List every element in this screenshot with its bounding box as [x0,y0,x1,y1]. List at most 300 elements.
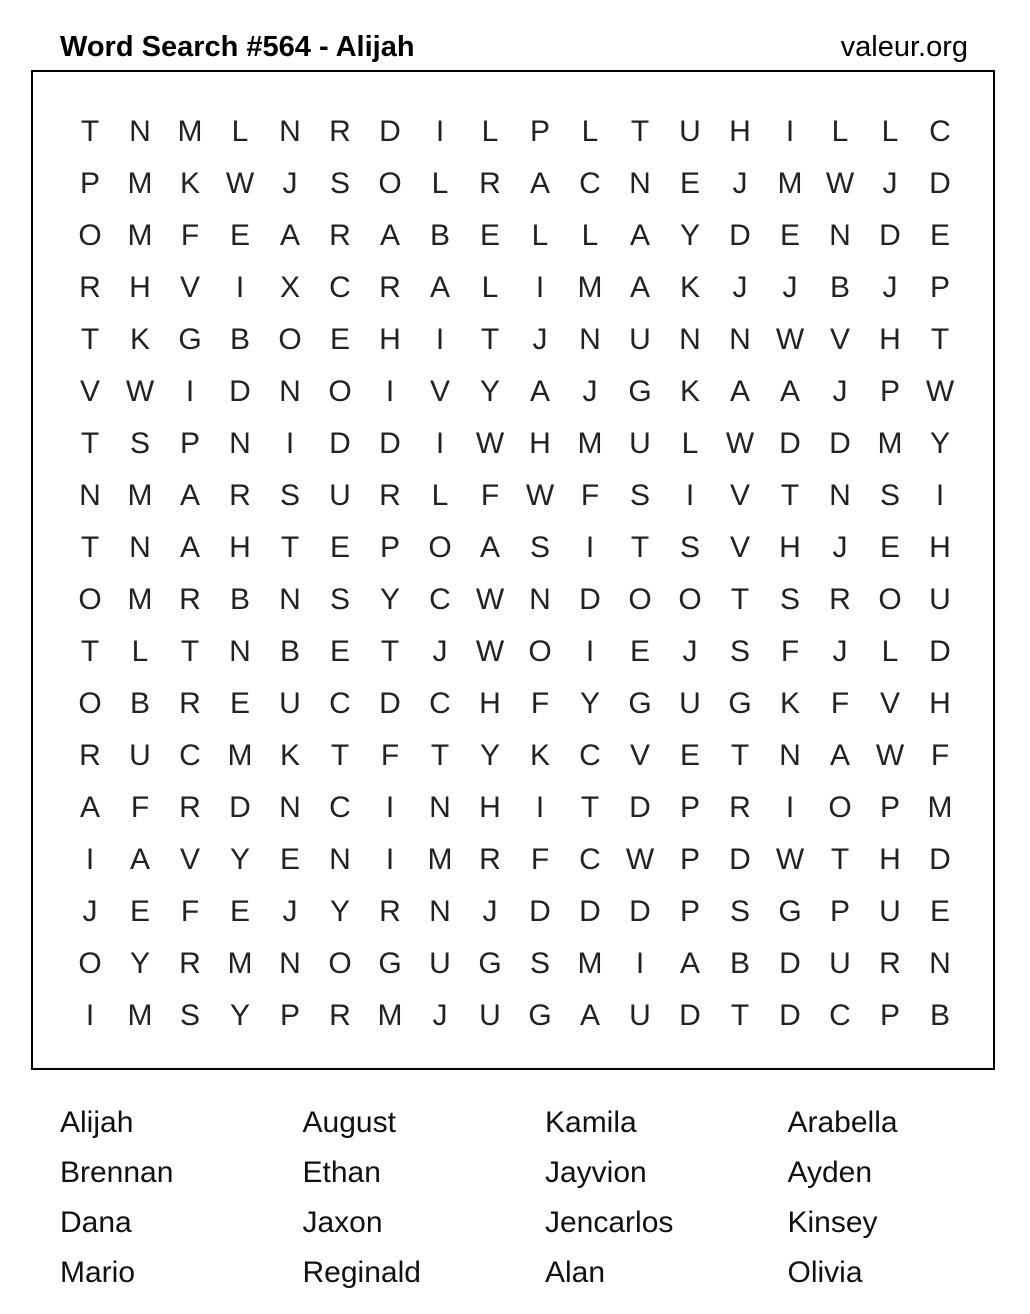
grid-letter: H [929,531,951,564]
grid-letter: S [729,635,750,668]
grid-letter: N [629,167,651,200]
grid-letter: J [882,271,898,304]
grid-letter: I [785,791,795,824]
grid-letter: J [832,375,848,408]
grid-letter: M [177,115,203,148]
grid-letter: R [79,739,101,772]
grid-letter: D [229,375,251,408]
grid-letter: O [678,583,702,616]
grid-letter: U [429,947,451,980]
grid-letter: N [279,375,301,408]
grid-letter: V [179,843,200,876]
grid-letter: Y [229,843,250,876]
grid-letter: J [832,531,848,564]
grid-letter: R [179,583,201,616]
grid-letter: E [929,219,950,252]
grid-letter: N [829,479,851,512]
grid-letter: D [579,895,601,928]
grid-letter: B [429,219,450,252]
grid-letter: M [777,167,803,200]
word-list-item: Kamila [545,1106,637,1139]
grid-letter: W [875,739,905,772]
grid-letter: C [429,583,451,616]
grid-letter: P [679,843,700,876]
grid-letter: A [79,791,100,824]
grid-letter: O [378,167,402,200]
grid-letter: G [378,947,402,980]
grid-letter: S [629,479,650,512]
grid-letter: Y [329,895,350,928]
grid-letter: A [279,219,300,252]
grid-letter: L [831,115,849,148]
grid-letter: D [929,635,951,668]
grid-letter: W [625,843,655,876]
grid-letter: I [685,479,695,512]
grid-letter: S [329,583,350,616]
grid-letter: R [179,947,201,980]
grid-letter: C [329,271,351,304]
grid-letter: O [828,791,852,824]
grid-letter: X [279,271,300,304]
grid-letter: G [478,947,502,980]
grid-letter: N [829,219,851,252]
grid-letter: R [329,999,351,1032]
grid-letter: D [829,427,851,460]
word-list-item: Brennan [60,1156,174,1189]
grid-letter: W [825,167,855,200]
grid-letter: E [629,635,650,668]
grid-letter: C [579,739,601,772]
grid-letter: A [679,947,700,980]
grid-letter: A [179,479,200,512]
grid-letter: P [879,999,900,1032]
grid-letter: J [432,635,448,668]
grid-letter: L [431,167,449,200]
grid-letter: I [535,271,545,304]
grid-letter: R [479,843,501,876]
grid-letter: U [679,687,701,720]
grid-letter: T [180,635,200,668]
grid-letter: A [429,271,450,304]
grid-letter: A [629,271,650,304]
word-list-item: Alijah [60,1106,134,1139]
grid-letter: S [279,479,300,512]
grid-letter: D [379,115,401,148]
grid-letter: C [429,687,451,720]
grid-letter: W [125,375,155,408]
grid-letter: R [229,479,251,512]
grid-letter: L [681,427,699,460]
grid-letter: J [782,271,798,304]
grid-letter: E [129,895,150,928]
grid-letter: B [229,583,250,616]
grid-letter: S [529,531,550,564]
grid-letter: G [728,687,752,720]
grid-letter: P [879,791,900,824]
grid-letter: W [475,427,505,460]
grid-letter: U [629,999,651,1032]
grid-letter: T [80,635,100,668]
grid-letter: D [579,583,601,616]
grid-letter: Y [479,375,500,408]
grid-letter: T [930,323,950,356]
grid-letter: R [179,687,201,720]
grid-letter: G [778,895,802,928]
grid-letter: P [79,167,100,200]
grid-letter: H [479,791,501,824]
grid-letter: P [179,427,200,460]
grid-letter: S [879,479,900,512]
grid-letter: N [579,323,601,356]
grid-letter: A [579,999,600,1032]
grid-letter: W [925,375,955,408]
grid-letter: Y [479,739,500,772]
grid-letter: K [129,323,150,356]
grid-letter: K [279,739,300,772]
grid-letter: H [479,687,501,720]
word-list-item: Olivia [787,1256,863,1289]
grid-letter: D [229,791,251,824]
grid-letter: C [329,791,351,824]
grid-letter: P [279,999,300,1032]
grid-letter: N [229,635,251,668]
grid-letter: W [225,167,255,200]
grid-letter: T [630,115,650,148]
word-list-item: Jaxon [302,1206,383,1239]
grid-letter: C [829,999,851,1032]
grid-letter: D [379,687,401,720]
word-list-item: Arabella [787,1106,898,1139]
grid-letter: O [878,583,902,616]
grid-letter: A [629,219,650,252]
grid-letter: H [229,531,251,564]
grid-letter: H [729,115,751,148]
grid-letter: P [929,271,950,304]
grid-letter: A [529,375,550,408]
grid-letter: D [779,427,801,460]
grid-letter: F [930,739,950,772]
grid-letter: S [729,895,750,928]
grid-letter: S [779,583,800,616]
grid-letter: N [279,583,301,616]
grid-letter: M [127,167,153,200]
grid-letter: B [829,271,850,304]
grid-letter: M [427,843,453,876]
grid-letter: F [480,479,500,512]
grid-letter: H [129,271,151,304]
grid-letter: O [78,583,102,616]
grid-letter: F [530,843,550,876]
grid-letter: P [829,895,850,928]
word-list-item: Reginald [302,1256,421,1289]
grid-letter: S [329,167,350,200]
grid-letter: Y [579,687,600,720]
grid-letter: I [585,635,595,668]
grid-letter: F [580,479,600,512]
grid-letter: M [927,791,953,824]
grid-letter: E [779,219,800,252]
grid-letter: U [479,999,501,1032]
grid-letter: R [329,219,351,252]
grid-letter: T [730,739,750,772]
grid-letter: N [129,531,151,564]
grid-letter: S [529,947,550,980]
grid-letter: D [329,427,351,460]
grid-letter: D [629,791,651,824]
grid-letter: I [785,115,795,148]
grid-letter: I [435,323,445,356]
grid-letter: R [729,791,751,824]
grid-letter: A [179,531,200,564]
grid-letter: J [432,999,448,1032]
grid-letter: H [929,687,951,720]
grid-letter: I [285,427,295,460]
grid-letter: M [127,583,153,616]
grid-letter: Y [379,583,400,616]
grid-letter: I [385,791,395,824]
grid-letter: J [282,895,298,928]
grid-letter: I [535,791,545,824]
grid-letter: I [935,479,945,512]
grid-letter: C [579,843,601,876]
grid-letter: K [529,739,550,772]
grid-letter: N [229,427,251,460]
grid-letter: D [929,167,951,200]
grid-letter: G [628,687,652,720]
grid-letter: B [929,999,950,1032]
grid-letter: T [580,791,600,824]
grid-letter: L [881,635,899,668]
grid-letter: L [581,115,599,148]
grid-letter: E [229,895,250,928]
grid-letter: V [429,375,450,408]
grid-letter: M [877,427,903,460]
grid-letter: D [779,947,801,980]
grid-letter: J [732,271,748,304]
grid-letter: W [475,583,505,616]
grid-letter: L [881,115,899,148]
grid-letter: T [730,999,750,1032]
grid-letter: H [529,427,551,460]
grid-letter: R [879,947,901,980]
grid-letter: I [85,999,95,1032]
word-list-item: Jayvion [545,1156,647,1189]
grid-letter: S [129,427,150,460]
grid-letter: I [235,271,245,304]
grid-letter: I [185,375,195,408]
grid-letter: V [879,687,900,720]
grid-letter: J [732,167,748,200]
grid-letter: M [127,479,153,512]
grid-letter: U [629,427,651,460]
word-list-item: Ethan [302,1156,381,1189]
grid-letter: I [635,947,645,980]
grid-letter: I [435,427,445,460]
grid-letter: J [582,375,598,408]
grid-letter: D [729,219,751,252]
grid-letter: A [829,739,850,772]
word-list-item: Alan [545,1256,606,1289]
grid-letter: U [929,583,951,616]
grid-letter: I [385,375,395,408]
grid-letter: N [279,115,301,148]
grid-letter: U [829,947,851,980]
grid-letter: T [80,531,100,564]
grid-letter: M [577,271,603,304]
grid-letter: Y [679,219,700,252]
grid-letter: L [231,115,249,148]
word-list-item: Kinsey [787,1206,878,1239]
grid-letter: G [178,323,202,356]
grid-letter: N [729,323,751,356]
grid-letter: S [179,999,200,1032]
grid-letter: U [329,479,351,512]
grid-letter: L [431,479,449,512]
grid-letter: L [531,219,549,252]
grid-letter: D [929,843,951,876]
grid-letter: E [279,843,300,876]
grid-letter: M [377,999,403,1032]
grid-letter: O [78,947,102,980]
grid-letter: O [528,635,552,668]
grid-letter: U [679,115,701,148]
grid-letter: G [528,999,552,1032]
grid-letter: C [929,115,951,148]
grid-letter: P [679,895,700,928]
grid-letter: I [585,531,595,564]
grid-letter: U [279,687,301,720]
grid-letter: F [780,635,800,668]
grid-letter: T [480,323,500,356]
grid-letter: D [679,999,701,1032]
grid-letter: N [329,843,351,876]
grid-letter: K [679,375,700,408]
grid-letter: E [879,531,900,564]
grid-letter: J [832,635,848,668]
word-list-item: Ayden [787,1156,873,1189]
grid-letter: O [328,375,352,408]
grid-letter: V [179,271,200,304]
grid-letter: C [329,687,351,720]
grid-letter: E [229,219,250,252]
grid-letter: W [775,843,805,876]
grid-letter: E [679,167,700,200]
grid-letter: N [779,739,801,772]
grid-letter: F [530,687,550,720]
grid-letter: A [529,167,550,200]
grid-letter: G [628,375,652,408]
grid-letter: B [229,323,250,356]
grid-letter: O [428,531,452,564]
grid-letter: S [679,531,700,564]
word-list-item: Dana [60,1206,132,1239]
grid-letter: I [85,843,95,876]
grid-letter: W [475,635,505,668]
grid-letter: D [629,895,651,928]
grid-letter: E [229,687,250,720]
grid-letter: N [429,791,451,824]
grid-letter: A [779,375,800,408]
grid-letter: W [725,427,755,460]
grid-letter: P [879,375,900,408]
grid-letter: T [630,531,650,564]
grid-letter: H [879,323,901,356]
grid-letter: E [329,635,350,668]
grid-letter: W [525,479,555,512]
grid-letter: R [79,271,101,304]
grid-letter: U [879,895,901,928]
grid-letter: U [129,739,151,772]
grid-letter: J [482,895,498,928]
grid-letter: D [879,219,901,252]
grid-letter: V [729,479,750,512]
grid-letter: N [279,791,301,824]
grid-letter: N [929,947,951,980]
grid-letter: T [80,115,100,148]
word-list-item: August [302,1106,396,1139]
grid-letter: M [227,947,253,980]
grid-letter: A [379,219,400,252]
page-title: Word Search #564 - Alijah [60,31,415,63]
grid-letter: O [78,219,102,252]
grid-letter: F [180,895,200,928]
grid-letter: M [577,427,603,460]
grid-letter: D [779,999,801,1032]
grid-letter: O [628,583,652,616]
grid-letter: F [130,791,150,824]
grid-letter: D [729,843,751,876]
grid-letter: K [179,167,200,200]
grid-letter: U [629,323,651,356]
grid-letter: R [829,583,851,616]
grid-letter: J [532,323,548,356]
grid-letter: R [379,271,401,304]
grid-letter: H [379,323,401,356]
grid-letter: M [227,739,253,772]
grid-letter: F [380,739,400,772]
grid-letter: P [529,115,550,148]
grid-letter: Y [229,999,250,1032]
grid-letter: C [179,739,201,772]
grid-letter: R [179,791,201,824]
grid-letter: H [779,531,801,564]
grid-letter: M [577,947,603,980]
grid-letter: N [429,895,451,928]
grid-letter: T [430,739,450,772]
grid-letter: R [329,115,351,148]
grid-letter: I [385,843,395,876]
grid-letter: Y [929,427,950,460]
grid-letter: H [879,843,901,876]
grid-letter: M [127,219,153,252]
grid-letter: V [79,375,100,408]
grid-letter: R [379,895,401,928]
puzzle-grid [31,70,995,1070]
grid-letter: T [780,479,800,512]
grid-letter: L [131,635,149,668]
grid-letter: N [79,479,101,512]
grid-letter: C [579,167,601,200]
grid-letter: W [775,323,805,356]
grid-letter: E [479,219,500,252]
grid-letter: M [127,999,153,1032]
grid-letter: O [278,323,302,356]
grid-letter: F [180,219,200,252]
grid-letter: J [682,635,698,668]
grid-letter: V [729,531,750,564]
grid-letter: T [830,843,850,876]
grid-letter: E [329,531,350,564]
